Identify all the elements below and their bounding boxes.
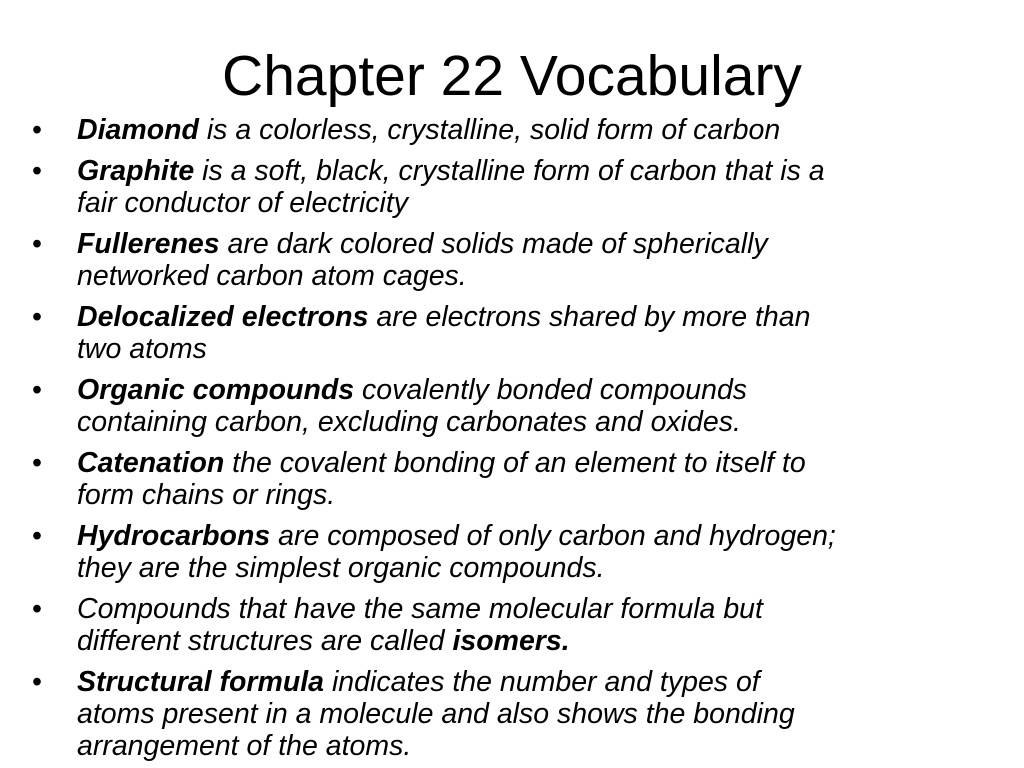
vocab-definition-continued: arrangement of the atoms. [77,730,412,762]
vocab-definition-continued: different structures are called [77,625,453,657]
vocab-definition: indicates the number and types of [324,666,760,698]
vocab-definition: the covalent bonding of an element to itself to [224,447,806,479]
vocab-definition: covalently bonded compounds [354,374,748,406]
bullet-icon: • [32,520,42,552]
vocab-term: Diamond [77,114,199,146]
bullet-icon: • [32,228,42,260]
vocab-definition-continued: atoms present in a molecule and also shows the bonding [77,698,795,730]
vocab-definition-continued: networked carbon atom cages. [77,260,467,292]
vocab-term: Delocalized electrons [77,301,369,333]
vocab-definition-continued: two atoms [77,333,207,365]
vocab-definition: is a colorless, crystalline, solid form of carbon [198,114,781,146]
list-item-isomers [32,593,1007,657]
list-item-organic-compounds [32,374,1007,438]
bullet-icon: • [32,155,42,187]
bullet-icon: • [32,593,42,625]
list-item-graphite [32,155,1007,219]
vocab-definition: are dark colored solids made of spherically [219,228,768,260]
list-item-delocalized-electrons [32,301,1007,365]
vocab-term: isomers. [452,625,570,657]
vocab-term: Hydrocarbons [77,520,271,552]
vocab-term: Structural formula [77,666,325,698]
vocab-definition-continued: form chains or rings. [77,479,336,511]
vocab-definition: are electrons shared by more than [368,301,811,333]
bullet-icon: • [32,374,42,406]
vocabulary-list [32,114,1007,768]
list-item-structural-formula [32,666,1007,762]
vocab-definition: are composed of only carbon and hydrogen; [270,520,836,552]
vocab-term: Organic compounds [77,374,355,406]
vocab-definition: is a soft, black, crystalline form of carbon that is a [194,155,825,187]
list-item-catenation [32,447,1007,511]
vocab-definition-continued: fair conductor of electricity [77,187,409,219]
list-item-hydrocarbons [32,520,1007,584]
vocab-term: Graphite [77,155,195,187]
list-item-diamond [32,114,1007,146]
vocab-term: Catenation [77,447,225,479]
slide-title: Chapter 22 Vocabulary [222,44,802,108]
vocab-term: Fullerenes [77,228,220,260]
vocab-definition-continued: containing carbon, excluding carbonates and oxides. [77,406,741,438]
vocab-definition-continued: they are the simplest organic compounds. [77,552,605,584]
list-item-fullerenes [32,228,1007,292]
bullet-icon: • [32,666,42,698]
bullet-icon: • [32,447,42,479]
bullet-icon: • [32,114,42,146]
vocab-definition: Compounds that have the same molecular formula but [77,593,763,625]
bullet-icon: • [32,301,42,333]
